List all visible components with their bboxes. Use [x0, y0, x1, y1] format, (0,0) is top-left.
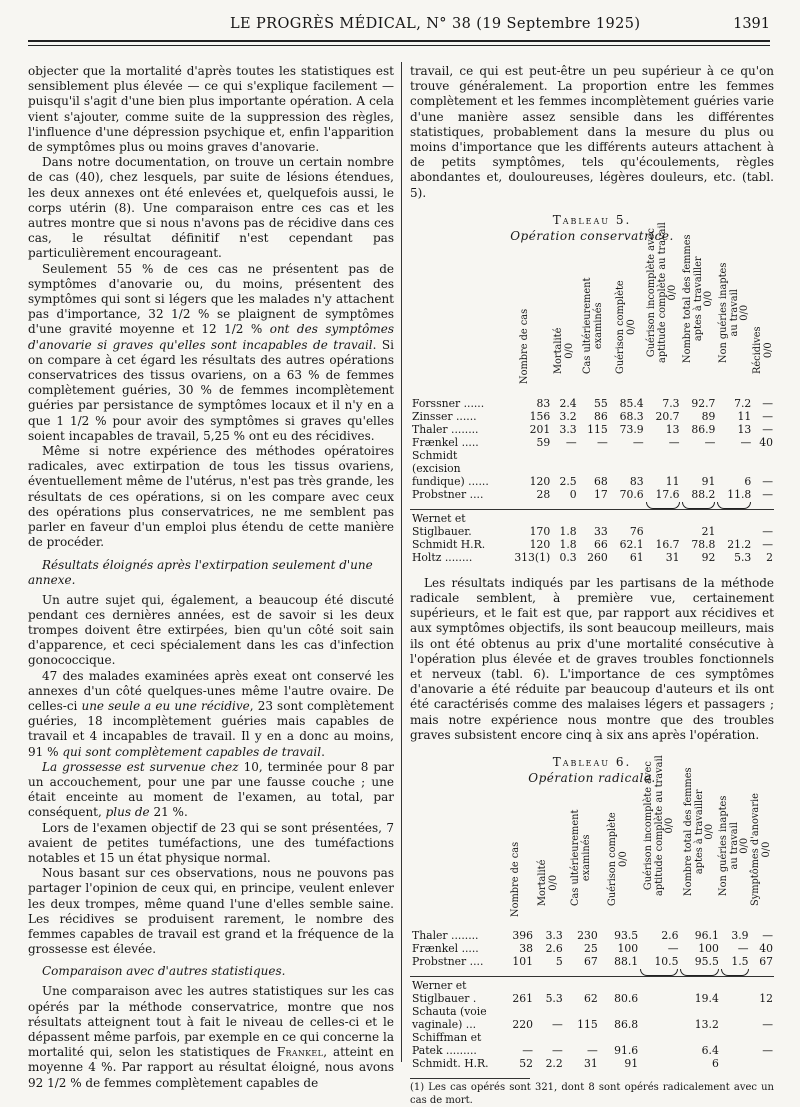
column-header: Nombre de cas [510, 841, 522, 917]
paragraph: Nous basant sur ces observations, nous ne pouvons pas partager l'opinion de ceux qui, en principe, veulent enlever les deux trompes, même quand l'une d'elles semble saine. Les récidives se produisent rarement, le nombre des femmes capables de travail est grand et la fréquence de la grossesse est élevée. [28, 866, 394, 957]
table-cell: — [762, 409, 773, 423]
group-brace [646, 502, 680, 509]
table-cell: 11.8 [727, 487, 752, 501]
row-author: Werner et Stiglbauer . [412, 979, 477, 1006]
table-cell: 3.3 [559, 422, 577, 436]
table-cell: 62.1 [619, 537, 644, 551]
row-author: Thaler ........ [412, 422, 479, 436]
table-cell: 52 [519, 1057, 534, 1071]
row-author: Frænkel ..... [412, 942, 479, 956]
table-cell: 6 [711, 1057, 719, 1071]
table-cell: 1.8 [559, 537, 577, 551]
group-brace [721, 969, 749, 976]
table-row [410, 942, 774, 955]
table-cell: 100 [698, 942, 719, 956]
table-cell: 100 [617, 942, 639, 956]
column-header: Non guéries inaptes au travail 0/0 [717, 262, 750, 364]
table-header-row [410, 247, 774, 397]
row-author: Holtz ........ [412, 550, 473, 564]
table-cell: 120 [529, 537, 551, 551]
footnote-rule [410, 1078, 530, 1079]
table-row [410, 449, 774, 488]
row-author: Wernet et Stiglbauer. [412, 511, 472, 538]
table-row [410, 551, 774, 564]
table-cell: 21 [701, 524, 716, 538]
brace-row [410, 968, 774, 977]
table-cell: 6 [744, 474, 752, 488]
table-cell: 261 [512, 992, 534, 1006]
table-cell: 59 [536, 435, 551, 449]
table-cell: 91 [624, 1057, 639, 1071]
table-cell: 170 [529, 524, 551, 538]
table-cell: 40 [759, 942, 773, 956]
table-cell: 0 [569, 487, 577, 501]
table-cell: 70.6 [619, 487, 644, 501]
column-header: Nombre de cas [518, 309, 530, 385]
table-cell: 5.3 [545, 992, 563, 1006]
table-cell: — [565, 435, 577, 449]
table-cell: 86 [594, 409, 608, 423]
table-cell: 5.3 [734, 550, 752, 564]
table-cell: 85.4 [619, 396, 644, 410]
table-cell: 2.6 [545, 942, 563, 956]
table-cell: — [737, 942, 749, 956]
table-cell: 40 [759, 435, 773, 449]
table-subtitle: Opération conservatrice. [510, 228, 674, 243]
table-cell: 96.1 [694, 929, 719, 943]
table-cell: 73.9 [619, 422, 644, 436]
table-cell [720, 1005, 750, 1031]
table-row [410, 423, 774, 436]
paragraph: Dans notre documentation, on trouve un certain nombre de cas (40), chez lesquels, par suite de lésions étendues, les deux annexes ont été enlevées et, quelquefois aussi, le corps utérin (8). Une comparaison entre ces cas et les autres montre que si nous n'avons pas de récidive dans ces cas, le résultat définitif n'est cependant pas particulièrement encourageant. [28, 155, 394, 261]
table-cell: — [762, 487, 773, 501]
group-brace [717, 502, 751, 509]
paragraph: Un autre sujet qui, également, a beaucoup été discuté pendant ces dernières années, est de savoir si les deux trompes doivent être extirpées, bien qu'un côté soit sain d'apparence, et ceci spécialement dans les cas d'infection gonococcique. [28, 592, 394, 668]
table-cell: — [704, 435, 716, 449]
table-cell: 3.9 [731, 929, 749, 943]
column-header: Guérison incomplète avec aptitude complète au travail 0/0 [645, 222, 678, 364]
table-cell: 230 [577, 929, 598, 943]
paragraph: Les résultats indiqués par les partisans de la méthode radicale semblent, à première vue, certainement supérieurs, et le fait est que, par rapport aux récidives et aux symptômes objectifs, ils sont beaucoup meilleurs, mais ils ont été obtenus au prix d'une mortalité consécutive à l'opération plus élevée et de graves troubles fonctionnels et nerveux (tabl. 6). L'importance de ces symptômes d'anovarie a été réduite par beaucoup d'auteurs et ils ont été caractérisés comme des malaises légers et passagers ; mais notre expérience nous montre que des troubles graves subsistent encore cinq à six ans après l'opération. [410, 575, 774, 742]
table-cell: 86.8 [614, 1018, 639, 1032]
row-author: Schmidt. H.R. [412, 1057, 489, 1071]
paragraph: Une comparaison avec les autres statistiques sur les cas opérés par la méthode conservatrice, montre que nos résultats atteignent tout à fait le niveau de celles-ci et le dépassent même parfois, par exemple en ce qui concerne la mortalité qui, selon les statistiques de Frankel, atteint en moyenne 4 %. Par rapport au résultat éloigné, nous avons 92 1/2 % de femmes complètement capables de [28, 984, 394, 1090]
table-row [410, 979, 774, 1005]
table-cell: 13.2 [694, 1018, 719, 1032]
table-cell: 76 [629, 524, 644, 538]
table-cell: 88.2 [691, 487, 716, 501]
table-header-row [410, 789, 774, 929]
table-row [410, 488, 774, 501]
row-author: Frænkel ..... [412, 435, 479, 449]
paragraph: La grossesse est survenue chez 10, terminée pour 8 par un accouchement, pour une par une fausse couche ; une était enceinte au moment de l'examen, au total, par conséquent, plus de 21 %. [28, 759, 394, 820]
table-cell [639, 979, 679, 1005]
paragraph: 47 des malades examinées après exeat ont conservé les annexes d'un côté quelques-unes même l'autre ovaire. De celles-ci une seule a eu une récidive, 23 sont complètement guéries, 18 incomplètement guéries mais capables de travail et 4 incapables de travail. Il y en a donc au moins, 91 % qui sont complètement capables de travail. [28, 668, 394, 759]
table-cell: 2.6 [661, 929, 679, 943]
table-cell: 17.6 [655, 487, 680, 501]
table-cell: 61 [629, 550, 644, 564]
table-cell: 3.3 [545, 929, 563, 943]
table-cell: 86.9 [691, 422, 716, 436]
group-brace [682, 502, 716, 509]
paragraph: Même si notre expérience des méthodes opératoires radicales, avec extirpation de tous les tissus ovariens, éventuellement même de l'utérus, n'est pas très grande, les résultats de ces opérations, si on les compare avec ceux des opérations plus conservatrices, ne me semblent pas parler en faveur d'un emploi plus étendu de cette manière de procéder. [28, 444, 394, 550]
table-cell: — [551, 1044, 563, 1058]
header-rule-thick [28, 40, 770, 42]
column-header: Guérison complète 0/0 [615, 280, 637, 374]
table-cell: 83 [536, 396, 551, 410]
table-row [410, 929, 774, 942]
column-header: Nombre total des femmes aptes à travailler 0/0 [681, 234, 714, 364]
table-cell: 38 [519, 942, 534, 956]
column-header: Non guéries inaptes au travail 0/0 [717, 795, 750, 896]
table-row [410, 397, 774, 410]
table-cell: 12 [759, 992, 773, 1006]
footnote: (1) Les cas opérés sont 321, dont 8 sont opérés radicalement avec un cas de mort. [410, 1082, 774, 1106]
section-subheading: Comparaison avec d'autres statistiques. [42, 964, 286, 979]
table-row [410, 1031, 774, 1057]
table-cell: 95.5 [694, 955, 719, 969]
table-cell: 80.6 [614, 992, 639, 1006]
table-cell: 78.8 [691, 537, 716, 551]
table-cell: 3.2 [559, 409, 577, 423]
group-brace [640, 969, 678, 976]
table-cell [645, 512, 681, 538]
table-cell: — [586, 1044, 598, 1058]
table-cell: 55 [594, 396, 608, 410]
row-author: Zinsser ...... [412, 409, 477, 423]
table-row [410, 1005, 774, 1031]
table-cell: — [762, 1044, 773, 1058]
table-cell: 25 [584, 942, 598, 956]
table-cell: 33 [594, 524, 608, 538]
table-cell: 20.7 [655, 409, 680, 423]
paragraph: objecter que la mortalité d'après toutes les statistiques est sensiblement plus élevée — ce qui s'explique facilement — puisqu'il s'agit d'une bien plus importante opération. A cela vient s'ajouter, comme suite de la suppression des règles, l'influence d'une dépression psychique et, enfin l'apparition de symptômes plus ou moins graves d'anovarie. [28, 64, 394, 155]
table-cell: 19.4 [694, 992, 719, 1006]
table-cell: 115 [587, 422, 608, 436]
table-cell: 13 [737, 422, 752, 436]
header-blank [410, 789, 499, 929]
table-cell [639, 1031, 679, 1057]
table-cell: 2.4 [559, 396, 577, 410]
table-cell: 31 [584, 1057, 598, 1071]
row-author: Probstner .... [412, 955, 484, 969]
running-header [28, 16, 770, 48]
table-cell: 156 [529, 409, 551, 423]
table-cell: 91.6 [614, 1044, 639, 1058]
table-cell: — [762, 929, 773, 943]
table-cell: 68.3 [619, 409, 644, 423]
table-cell [720, 979, 750, 1005]
table-subtitle: Opération radicale. [528, 771, 656, 786]
table-cell: — [762, 422, 773, 436]
paragraph: travail, ce qui est peut-être un peu supérieur à ce qu'on trouve généralement. La proportion entre les femmes complètement et les femmes incomplètement guéries varie d'une manière assez sensible dans les différentes statistiques, probablement dans la mesure du plus ou moins d'importance que les différents auteurs attachent à de petits symptômes, tels qu'écoulements, règles abondantes et, douloureuses, légères douleurs, etc. (tabl. 5). [410, 64, 774, 200]
table-cell: 6.4 [701, 1044, 719, 1058]
table-cell: — [596, 435, 608, 449]
table-cell: 88.1 [614, 955, 639, 969]
table-cell: 1.5 [731, 955, 749, 969]
right-column [410, 64, 774, 1107]
header-rule-thin [28, 45, 770, 46]
column-header: Guérison complète 0/0 [607, 812, 629, 907]
table-cell [639, 1057, 679, 1070]
table-cell: 13 [665, 422, 680, 436]
column-divider [401, 62, 402, 1062]
table-row [410, 538, 774, 551]
table-cell [639, 1005, 679, 1031]
table-cell: 16.7 [655, 537, 680, 551]
section-subheading: Résultats éloignés après l'extirpation seulement d'une annexe. [28, 557, 373, 587]
table-cell: 120 [529, 474, 551, 488]
column-header: Symptômes d'anovarie 0/0 [750, 793, 772, 907]
table-row [410, 1057, 774, 1070]
journal-title: LE PROGRÈS MÉDICAL, N° 38 (19 Septembre 1925) [230, 16, 641, 32]
table-cell: 7.3 [662, 396, 680, 410]
table-cell: — [551, 1018, 563, 1032]
row-author: Schmidt (excision fundique) ...... [412, 448, 489, 488]
row-author: Probstner .... [412, 487, 484, 501]
table-row [410, 436, 774, 449]
column-header: Mortalité 0/0 [537, 859, 559, 907]
row-author: Thaler ........ [412, 929, 479, 943]
brace-row [410, 501, 774, 510]
table-cell: 17 [594, 487, 608, 501]
row-author: Schmidt H.R. [412, 537, 486, 551]
table-cell: 11 [665, 474, 680, 488]
column-header: Mortalité 0/0 [552, 327, 575, 374]
table-cell: 62 [584, 992, 598, 1006]
header-blank [410, 247, 499, 397]
table-cell: 220 [512, 1018, 534, 1032]
table-cell: 5 [555, 955, 563, 969]
table-cell [720, 1057, 750, 1070]
table-cell: — [762, 537, 773, 551]
table-title: Tableau 6. [552, 755, 632, 770]
table-cell: 92.7 [691, 396, 716, 410]
table-cell [716, 512, 752, 538]
table-cell: 67 [759, 955, 773, 969]
column-header: Récidives 0/0 [751, 326, 774, 374]
group-brace [680, 969, 718, 976]
table-cell: — [632, 435, 644, 449]
table-cell: — [762, 474, 773, 488]
row-author: Schiffman et Patek ......... [412, 1031, 482, 1058]
table-cell: 396 [512, 929, 534, 943]
column-header: Cas ultérieurement examinés [569, 809, 592, 907]
table-cell: 201 [529, 422, 551, 436]
table-cell: 89 [701, 409, 716, 423]
row-author: Forssner ...... [412, 396, 485, 410]
table-row [410, 955, 774, 968]
table-cell [720, 1031, 750, 1057]
table-cell: 68 [594, 474, 608, 488]
table-cell: 1.8 [559, 524, 577, 538]
table-cell: — [668, 435, 680, 449]
table-cell: 93.5 [614, 929, 639, 943]
table-row [410, 410, 774, 423]
table-cell: 260 [587, 550, 608, 564]
table-cell: 28 [536, 487, 551, 501]
table-cell: 21.2 [727, 537, 752, 551]
left-column [28, 64, 394, 1091]
table-cell: — [667, 942, 679, 956]
column-header: Cas ultérieurement examinés [581, 277, 604, 374]
table-cell: 92 [701, 550, 716, 564]
paragraph: Seulement 55 % de ces cas ne présentent pas de symptômes d'anovarie ou, du moins, présentent des symptômes qui sont si légers que les malades n'y attachent pas d'importance, 32 1/2 % se plaignent de symptômes d'une gravité moyenne et 12 1/2 % ont des symptômes d'anovarie si graves qu'elles sont incapables de travail. Si on compare à cet égard les résultats des autres opérations conservatrices des tissus ovariens, on a 63 % de femmes complètement guéries, 30 % de femmes incomplètement guéries par persistance de symptômes locaux et il n'y en a que 1 1/2 % pour avoir des symptômes si graves qu'elles soient incapables de travail, 5,25 % ont eu des récidives. [28, 261, 395, 443]
page-number: 1391 [733, 16, 770, 32]
table-cell: 0.3 [559, 550, 577, 564]
column-header: Nombre total des femmes aptes à travailler 0/0 [682, 767, 715, 896]
table-title: Tableau 5. [552, 212, 632, 227]
table-cell: — [522, 1044, 534, 1058]
table-cell: 115 [577, 1018, 598, 1032]
table-cell: 7.2 [734, 396, 752, 410]
table-cell: 2 [766, 550, 773, 564]
table-cell: 2.5 [559, 474, 577, 488]
table-cell: 91 [701, 474, 716, 488]
table-cell: — [740, 435, 752, 449]
table-cell: 10.5 [654, 955, 679, 969]
table-cell: 67 [584, 955, 598, 969]
table-cell: 83 [629, 474, 644, 488]
table-row [410, 512, 774, 538]
row-author: Schauta (voie vaginale) ... [412, 1005, 487, 1032]
table-cell: 31 [665, 550, 680, 564]
table-cell: — [762, 1018, 773, 1032]
table-cell: — [762, 396, 773, 410]
table-cell: 2.2 [545, 1057, 563, 1071]
table-cell: 11 [737, 409, 752, 423]
table-cell: 101 [512, 955, 534, 969]
table-cell [750, 1057, 774, 1070]
table-cell: 313(1) [514, 550, 551, 564]
table-cell: — [762, 524, 773, 538]
paragraph: Lors de l'examen objectif de 23 qui se sont présentées, 7 avaient de petites tuméfactions, une des tuméfactions notables et 15 un état physique normal. [28, 820, 394, 865]
table-cell: 66 [594, 537, 608, 551]
column-header: Guérison incomplète avec aptitude complète au travail 0/0 [642, 754, 675, 896]
